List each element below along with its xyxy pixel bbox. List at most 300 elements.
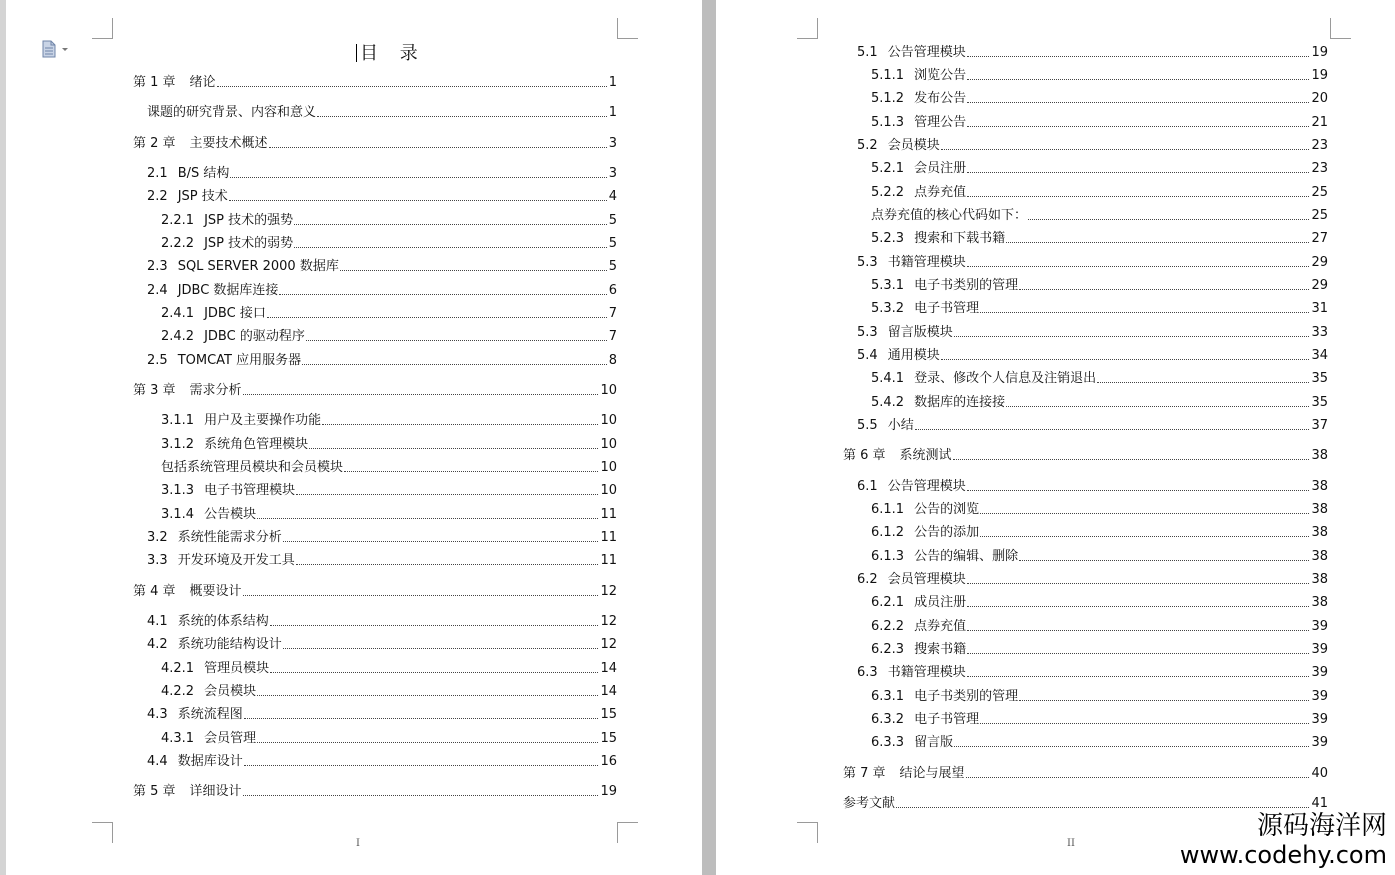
toc-entry-title: 需求分析 (189, 383, 242, 398)
toc-entry-number: 2.4.2 (161, 329, 195, 344)
toc-dot-leader (257, 517, 598, 519)
watermark-url: www.codehy.com (1179, 841, 1387, 869)
toc-dot-leader (896, 806, 1309, 808)
toc-entry-title: JDBC 接口 (204, 306, 266, 321)
toc-entry-page: 39 (1311, 735, 1328, 750)
toc-entry[interactable] (857, 137, 1328, 154)
toc-entry-page: 1 (608, 105, 617, 120)
toc-dot-leader (294, 246, 607, 248)
toc-entry-page: 39 (1311, 712, 1328, 727)
toc-dot-leader (279, 293, 606, 295)
toc-entry-page: 11 (600, 553, 617, 568)
toc-entry[interactable] (133, 583, 617, 600)
toc-entry-title: 成员注册 (914, 595, 967, 610)
margin-corner-mark (92, 822, 113, 843)
toc-entry-title: 留言版模块 (887, 325, 953, 340)
toc-entry-page: 19 (1311, 68, 1328, 83)
document-page-1 (6, 0, 702, 875)
document-page-2 (716, 0, 1395, 875)
toc-entry-title: 公告管理模块 (887, 45, 966, 60)
toc-entry-number: 3.1.1 (161, 413, 195, 428)
toc-entry-number: 3.3 (147, 553, 168, 568)
toc-entry-number: 2.4.1 (161, 306, 195, 321)
toc-entry-title: 公告的添加 (914, 525, 980, 540)
toc-entry[interactable] (871, 207, 1328, 224)
toc-entry-page: 38 (1311, 479, 1328, 494)
toc-entry-page: 11 (600, 507, 617, 522)
toc-dot-leader (980, 311, 1309, 313)
margin-corner-mark (617, 822, 638, 843)
toc-entry-title: JDBC 的驱动程序 (204, 329, 305, 344)
toc-entry-number: 2.5 (147, 353, 168, 368)
toc-entry-title: 电子书管理 (914, 712, 980, 727)
toc-dot-leader (267, 316, 607, 318)
toc-entry-number: 6.1.1 (871, 502, 905, 517)
toc-entry[interactable] (871, 67, 1328, 84)
toc-entry-number: 3.1.3 (161, 483, 195, 498)
toc-entry[interactable] (161, 683, 617, 700)
toc-entry[interactable] (871, 90, 1328, 107)
toc-entry-page: 16 (600, 754, 617, 769)
toc-dot-leader (980, 512, 1309, 514)
toc-entry-page: 29 (1311, 255, 1328, 270)
toc-entry[interactable] (161, 328, 617, 345)
toc-entry-number: 5.4.2 (871, 395, 905, 410)
toc-entry[interactable] (161, 412, 617, 429)
toc-entry[interactable] (147, 552, 617, 569)
toc-dot-leader (967, 171, 1309, 173)
toc-entry-page: 14 (600, 684, 617, 699)
toc-entry[interactable] (857, 571, 1328, 588)
toc-dot-leader (954, 745, 1309, 747)
toc-entry-title: 开发环境及开发工具 (177, 553, 295, 568)
toc-entry-page: 38 (1311, 525, 1328, 540)
toc-dot-leader (230, 176, 606, 178)
margin-corner-mark (1330, 18, 1351, 39)
toc-dot-leader (344, 470, 598, 472)
toc-entry[interactable] (871, 370, 1328, 387)
toc-entry-number: 2.1 (147, 166, 168, 181)
toc-entry-title: 系统性能需求分析 (177, 530, 282, 545)
toc-entry-number: 6.2.1 (871, 595, 905, 610)
toc-dot-leader (243, 393, 599, 395)
toc-dot-leader (1097, 381, 1309, 383)
toc-entry-number: 5.4 (857, 348, 878, 363)
toc-entry[interactable] (147, 636, 617, 653)
margin-corner-mark (797, 18, 818, 39)
toc-dot-leader (967, 605, 1309, 607)
toc-entry-title: 结论与展望 (899, 766, 965, 781)
toc-entry[interactable] (161, 305, 617, 322)
toc-entry-number: 4.4 (147, 754, 168, 769)
toc-entry-title: 系统流程图 (177, 707, 243, 722)
toc-dot-leader (283, 647, 599, 649)
toc-entry-page: 10 (600, 413, 617, 428)
toc-entry[interactable] (147, 258, 617, 275)
toc-entry-title: 公告模块 (204, 507, 257, 522)
page-number: I (356, 838, 360, 849)
toc-entry-title: 系统功能结构设计 (177, 637, 282, 652)
toc-entry-page: 10 (600, 437, 617, 452)
toc-entry-title: 会员注册 (914, 161, 967, 176)
toc-entry[interactable] (857, 347, 1328, 364)
toc-dot-leader (967, 652, 1309, 654)
toc-dot-leader (967, 675, 1310, 677)
toc-dot-leader (217, 85, 607, 87)
toc-entry-page: 19 (1311, 45, 1328, 60)
toc-entry-title: TOMCAT 应用服务器 (177, 353, 302, 368)
toc-entry-title: 系统测试 (899, 448, 952, 463)
toc-entry-title: 浏览公告 (914, 68, 967, 83)
toc-entry-number: 5.3 (857, 325, 878, 340)
toc-entry-title: 会员模块 (204, 684, 257, 699)
toc-entry-page: 6 (608, 283, 617, 298)
toc-entry-title: 参考文献 (843, 796, 896, 811)
toc-entry[interactable] (871, 114, 1328, 131)
toc-dot-leader (967, 582, 1310, 584)
toc-entry-title: 会员管理 (204, 731, 257, 746)
toc-entry-title: 小结 (887, 418, 914, 433)
toc-entry-title: 点券充值的核心代码如下： (871, 208, 1028, 223)
toc-entry[interactable] (871, 300, 1328, 317)
toc-entry[interactable] (843, 765, 1328, 782)
toc-entry-number: 5.3 (857, 255, 878, 270)
toc-entry-page: 14 (600, 661, 617, 676)
toc-dot-leader (1019, 288, 1309, 290)
toc-entry-title: 点券充值 (914, 185, 967, 200)
toc-dot-leader (306, 339, 607, 341)
toc-entry-title: 通用模块 (887, 348, 940, 363)
toc-entry[interactable] (161, 506, 617, 523)
toc-entry-number: 6.3.1 (871, 689, 905, 704)
toc-entry-number: 第 2 章 (133, 136, 176, 151)
toc-entry-title: 会员管理模块 (887, 572, 966, 587)
toc-entry-number: 5.5 (857, 418, 878, 433)
toc-dot-leader (317, 115, 607, 117)
toc-entry-page: 41 (1311, 796, 1328, 811)
toc-entry-number: 4.2.2 (161, 684, 195, 699)
margin-corner-mark (797, 822, 818, 843)
toc-entry-page: 5 (608, 259, 617, 274)
toc-entry[interactable] (857, 254, 1328, 271)
toc-entry[interactable] (871, 184, 1328, 201)
toc-entry-number: 第 4 章 (133, 584, 176, 599)
toc-entry-title: 搜索书籍 (914, 642, 967, 657)
toc-entry-number: 5.1 (857, 45, 878, 60)
toc-entry-page: 38 (1311, 549, 1328, 564)
toc-entry[interactable] (871, 711, 1328, 728)
toc-entry[interactable] (161, 436, 617, 453)
toc-entry-title: 公告的浏览 (914, 502, 980, 517)
toc-entry[interactable] (871, 501, 1328, 518)
toc-entry-title: 留言版 (914, 735, 954, 750)
toc-dot-leader (966, 776, 1310, 778)
margin-corner-mark (92, 18, 113, 39)
toc-entry-number: 5.2.1 (871, 161, 905, 176)
toc-dot-leader (1028, 218, 1309, 220)
toc-dot-leader (296, 493, 598, 495)
toc-entry[interactable] (871, 594, 1328, 611)
toc-entry-title: 系统的体系结构 (177, 614, 269, 629)
toc-entry-title: 包括系统管理员模块和会员模块 (161, 460, 344, 475)
toc-entry-title: JDBC 数据库连接 (177, 283, 279, 298)
page-number: II (1067, 838, 1075, 849)
toc-entry-page: 39 (1311, 619, 1328, 634)
toc-dot-leader (967, 101, 1309, 103)
toc-entry-number: 第 5 章 (133, 784, 176, 799)
toc-entry[interactable] (147, 352, 617, 369)
toc-entry-page: 10 (600, 383, 617, 398)
toc-entry[interactable] (871, 548, 1328, 565)
toc-entry-page: 20 (1311, 91, 1328, 106)
toc-dot-leader (980, 722, 1309, 724)
toc-entry-page: 38 (1311, 502, 1328, 517)
toc-entry-page: 15 (600, 707, 617, 722)
toc-entry-title: SQL SERVER 2000 数据库 (177, 259, 339, 274)
toc-entry-number: 2.2.1 (161, 213, 195, 228)
toc-entry-number: 5.4.1 (871, 371, 905, 386)
toc-dot-leader (1019, 699, 1309, 701)
toc-entry-page: 31 (1311, 301, 1328, 316)
text-cursor (356, 44, 357, 62)
toc-entry-page: 3 (608, 136, 617, 151)
toc-dot-leader (967, 489, 1310, 491)
toc-dot-leader (283, 540, 599, 542)
toc-entry-number: 2.3 (147, 259, 168, 274)
toc-entry-number: 第 1 章 (133, 75, 176, 90)
toc-entry-page: 11 (600, 530, 617, 545)
document-icon[interactable] (42, 40, 72, 58)
toc-entry-title: 公告的编辑、删除 (914, 549, 1019, 564)
toc-entry[interactable] (133, 783, 617, 800)
toc-entry[interactable] (161, 235, 617, 252)
toc-dot-leader (257, 694, 598, 696)
toc-entry[interactable] (147, 165, 617, 182)
toc-entry-title: 电子书类别的管理 (914, 689, 1019, 704)
toc-entry-number: 5.2.3 (871, 231, 905, 246)
toc-entry[interactable] (147, 753, 617, 770)
toc-entry[interactable] (147, 188, 617, 205)
toc-entry-title: 用户及主要操作功能 (204, 413, 322, 428)
toc-entry-title: B/S 结构 (177, 166, 230, 181)
toc-entry-title: 主要技术概述 (189, 136, 268, 151)
toc-dot-leader (954, 335, 1310, 337)
toc-entry[interactable] (147, 613, 617, 630)
toc-entry-title: 会员模块 (887, 138, 940, 153)
toc-entry-page: 38 (1311, 572, 1328, 587)
toc-entry[interactable] (871, 618, 1328, 635)
toc-dot-leader (1019, 559, 1309, 561)
toc-entry[interactable] (857, 478, 1328, 495)
toc-entry-number: 第 7 章 (843, 766, 886, 781)
toc-entry[interactable] (857, 417, 1328, 434)
toc-dot-leader (244, 764, 599, 766)
toc-entry[interactable] (857, 324, 1328, 341)
toc-entry-title: JSP 技术的弱势 (204, 236, 294, 251)
toc-entry[interactable] (147, 282, 617, 299)
toc-entry-number: 6.2.3 (871, 642, 905, 657)
toc-entry-page: 19 (600, 784, 617, 799)
toc-entry-title: 公告管理模块 (887, 479, 966, 494)
toc-entry[interactable] (161, 459, 617, 476)
toc-entry-title: 登录、修改个人信息及注销退出 (914, 371, 1097, 386)
toc-entry[interactable] (161, 660, 617, 677)
toc-entry[interactable] (871, 230, 1328, 247)
toc-entry-number: 5.1.2 (871, 91, 905, 106)
toc-entry-page: 37 (1311, 418, 1328, 433)
toc-entry-page: 12 (600, 584, 617, 599)
toc-entry-title: 概要设计 (189, 584, 242, 599)
toc-dot-leader (309, 447, 598, 449)
toc-entry[interactable] (871, 734, 1328, 751)
toc-entry-title: JSP 技术 (177, 189, 228, 204)
toc-dot-leader (967, 265, 1310, 267)
toc-entry-page: 29 (1311, 278, 1328, 293)
toc-entry-number: 6.1.2 (871, 525, 905, 540)
toc-dot-leader (243, 594, 599, 596)
toc-entry-page: 12 (600, 637, 617, 652)
toc-entry-number: 5.1.1 (871, 68, 905, 83)
toc-entry[interactable] (147, 706, 617, 723)
toc-entry-page: 38 (1311, 448, 1328, 463)
toc-entry-page: 7 (608, 329, 617, 344)
toc-entry-number: 3.2 (147, 530, 168, 545)
toc-entry-title: 详细设计 (189, 784, 242, 799)
toc-entry-page: 5 (608, 236, 617, 251)
toc-entry-number: 4.2 (147, 637, 168, 652)
toc-entry-page: 23 (1311, 161, 1328, 176)
toc-entry[interactable] (871, 394, 1328, 411)
toc-entry-number: 6.3 (857, 665, 878, 680)
toc-entry[interactable] (161, 482, 617, 499)
toc-entry-number: 第 3 章 (133, 383, 176, 398)
toc-entry-title: 数据库的连接接 (914, 395, 1006, 410)
toc-dot-leader (229, 199, 607, 201)
toc-entry-number: 4.3.1 (161, 731, 195, 746)
watermark-site-name: 源码海洋网 (1256, 811, 1387, 841)
toc-entry-page: 1 (608, 75, 617, 90)
toc-entry-number: 5.2.2 (871, 185, 905, 200)
toc-entry-page: 25 (1311, 185, 1328, 200)
toc-entry-number: 5.3.2 (871, 301, 905, 316)
toc-dot-leader (980, 535, 1309, 537)
toc-entry-page: 7 (608, 306, 617, 321)
toc-entry[interactable] (133, 135, 617, 152)
toc-entry-page: 10 (600, 460, 617, 475)
toc-entry-number: 4.3 (147, 707, 168, 722)
toc-entry[interactable] (161, 212, 617, 229)
toc-entry-title: 课题的研究背景、内容和意义 (147, 105, 317, 120)
toc-dot-leader (941, 358, 1310, 360)
toc-entry-title: 绪论 (189, 75, 216, 90)
margin-corner-mark (617, 18, 638, 39)
toc-entry[interactable] (843, 447, 1328, 464)
toc-dot-leader (1006, 405, 1309, 407)
toc-dot-leader (302, 363, 607, 365)
toc-entry[interactable] (161, 730, 617, 747)
toc-entry-page: 25 (1311, 208, 1328, 223)
toc-dot-leader (967, 55, 1310, 57)
toc-entry-page: 15 (600, 731, 617, 746)
toc-entry-page: 21 (1311, 115, 1328, 130)
toc-entry-page: 3 (608, 166, 617, 181)
toc-dot-leader (967, 629, 1309, 631)
toc-dot-leader (294, 223, 607, 225)
toc-entry-title: 搜索和下载书籍 (914, 231, 1006, 246)
toc-entry-number: 5.2 (857, 138, 878, 153)
toc-entry-title: 管理公告 (914, 115, 967, 130)
toc-entry-title: 书籍管理模块 (887, 255, 966, 270)
toc-entry-page: 35 (1311, 371, 1328, 386)
toc-entry[interactable] (871, 160, 1328, 177)
toc-entry-number: 2.2 (147, 189, 168, 204)
toc-entry-title: JSP 技术的强势 (204, 213, 294, 228)
toc-dot-leader (296, 563, 599, 565)
toc-entry[interactable] (133, 74, 617, 91)
toc-dot-leader (953, 458, 1310, 460)
toc-entry[interactable] (871, 641, 1328, 658)
toc-entry-number: 5.1.3 (871, 115, 905, 130)
toc-dot-leader (270, 671, 598, 673)
toc-dot-leader (322, 423, 598, 425)
toc-dot-leader (941, 148, 1310, 150)
toc-entry-page: 23 (1311, 138, 1328, 153)
toc-entry-title: 管理员模块 (204, 661, 270, 676)
toc-entry-page: 4 (608, 189, 617, 204)
toc-entry-page: 40 (1311, 766, 1328, 781)
toc-entry[interactable] (857, 664, 1328, 681)
toc-entry-number: 6.1 (857, 479, 878, 494)
toc-entry[interactable] (871, 688, 1328, 705)
toc-entry-page: 10 (600, 483, 617, 498)
toc-entry-number: 3.1.2 (161, 437, 195, 452)
toc-entry-title: 书籍管理模块 (887, 665, 966, 680)
toc-entry-page: 33 (1311, 325, 1328, 340)
toc-entry[interactable] (133, 382, 617, 399)
toc-entry-page: 35 (1311, 395, 1328, 410)
toc-entry-number: 3.1.4 (161, 507, 195, 522)
toc-dot-leader (1006, 241, 1309, 243)
toc-dot-leader (915, 428, 1310, 430)
toc-entry[interactable] (147, 529, 617, 546)
toc-dot-leader (243, 794, 599, 796)
toc-entry[interactable] (871, 277, 1328, 294)
toc-entry[interactable] (857, 44, 1328, 61)
toc-entry-number: 4.1 (147, 614, 168, 629)
toc-entry-page: 39 (1311, 665, 1328, 680)
toc-dot-leader (967, 78, 1309, 80)
toc-entry-number: 6.3.2 (871, 712, 905, 727)
toc-entry-number: 5.3.1 (871, 278, 905, 293)
toc-entry-number: 4.2.1 (161, 661, 195, 676)
toc-dot-leader (269, 146, 607, 148)
toc-entry-title: 数据库设计 (177, 754, 243, 769)
toc-dot-leader (967, 125, 1309, 127)
toc-title: 目 录 (356, 39, 426, 65)
toc-entry-number: 2.2.2 (161, 236, 195, 251)
toc-entry-number: 6.3.3 (871, 735, 905, 750)
toc-entry-title: 电子书管理 (914, 301, 980, 316)
toc-entry-page: 12 (600, 614, 617, 629)
toc-entry-page: 38 (1311, 595, 1328, 610)
toc-entry-page: 39 (1311, 689, 1328, 704)
toc-entry[interactable] (871, 524, 1328, 541)
toc-dot-leader (244, 717, 599, 719)
toc-entry[interactable] (147, 104, 617, 121)
toc-entry[interactable] (843, 795, 1328, 812)
toc-dot-leader (340, 269, 607, 271)
toc-dot-leader (967, 195, 1309, 197)
